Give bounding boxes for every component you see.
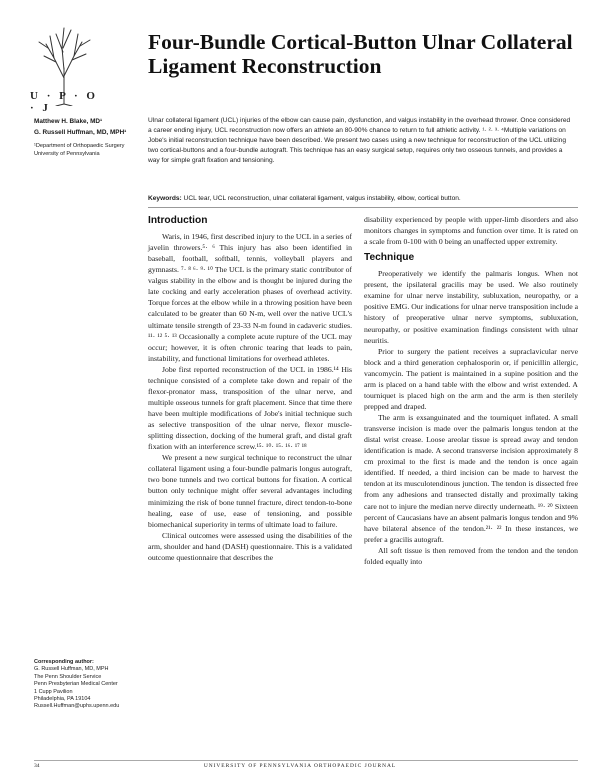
corresponding-line: The Penn Shoulder Service [34, 673, 102, 680]
corresponding-line: Philadelphia, PA 19104 [34, 696, 91, 703]
keywords-label: Keywords: [148, 195, 182, 202]
article-title: Four-Bundle Cortical-Button Ulnar Collateral Ligament Reconstruction [148, 30, 573, 78]
column-left [148, 214, 352, 563]
body-paragraph: All soft tissue is then removed from the tendon and the tendon folded equally into [364, 545, 578, 566]
body-paragraph: Clinical outcomes were assessed using the disabilities of the arm, shoulder and hand (DASH) questionnaire. This is a validated outcome questionnaire that describes the [148, 530, 352, 562]
corresponding-line: G. Russell Huffman, MD, MPH [34, 666, 109, 673]
abstract: Ulnar collateral ligament (UCL) injuries of the elbow can cause pain, dysfunction, and valgus instability in the overhead thrower. Once considered a career ending injury, UCL reconstruction now offers an athlete an 80-90% chance to return to full athletic activity. ¹· ²· ³· ⁴Multiple variations on Jobe's initial reconstruction technique have been described. We present two cases using a new technique for reconstruction of the UCL utilizing two cortical-buttons and a four-bundle autograft. This technique has an easy surgical setup, requires only two osseous tunnels, and provides a way for simple graft fixation and tensioning. [148, 117, 571, 165]
journal-logo-text: U · P · O · J [30, 90, 98, 114]
author-name: G. Russell Huffman, MD, MPH¹ [34, 129, 127, 136]
footer-divider [34, 760, 578, 761]
body-paragraph: The arm is exsanguinated and the tourniquet inflated. A small transverse incision is made over the palmaris longus tendon at the distal wrist crease. Loose areolar tissue is spread away and tendon identification is made. A second transverse incision approximately 8 cm proximal to the first is made and the tendon is once again identified. If needed, a third incision can be made to harvest the tendon at its musculotendinous junction. The tendon is dissected free from any adhesions and transected distally and proximally taking care not to injure the median nerve directly underneath. ¹⁹· ²⁰ Sixteen percent of Caucasians have an absent palmaris longus tendon and 9% have bilateral absence of the tendon.²¹· ²² In these instances, we prefer a gracilis autograft. [364, 413, 578, 544]
keywords [148, 194, 574, 204]
abstract-divider [148, 207, 578, 208]
author-affiliation: ¹Department of Orthopaedic Surgery [34, 143, 125, 149]
page-number: 34 [34, 763, 40, 769]
body-paragraph: Prior to surgery the patient receives a supraclavicular nerve block and a third generation cephalosporin or, if penicillin allergic, vancomycin. The patient is maintained in a supine position and the arm is placed on a hand table with the elbow and wrist extended. A tourniquet is placed high on the arm and the arm is then sterilely prepped and draped. [364, 346, 578, 411]
section-heading-introduction: Introduction [148, 215, 208, 226]
corresponding-author-block [34, 659, 142, 711]
column-right [364, 214, 578, 567]
journal-footer-title: UNIVERSITY OF PENNSYLVANIA ORTHOPAEDIC JOURNAL [203, 763, 397, 769]
section-heading-technique: Technique [364, 252, 415, 264]
corresponding-email: Russell.Huffman@uphs.upenn.edu [34, 703, 120, 710]
body-paragraph: We present a new surgical technique to reconstruct the ulnar collateral ligament using a four-bundle palmaris longus autograft, two bone tunnels and two cortical buttons for fixation. A cortical button only technique might offer several advantages including minimizing the risk of bone tunnel fracture, direct tendon-to-bone healing, ease of use, ease of tensioning, and possible biomechanical superiority in terms of ultimate load to failure. [148, 453, 352, 529]
corresponding-label: Corresponding author: [34, 659, 94, 665]
keywords-text: UCL tear, UCL reconstruction, ulnar collateral ligament, valgus instability, elbow, cortical button. [181, 195, 461, 202]
corresponding-line: 1 Cupp Pavilion [34, 688, 73, 695]
author-block [34, 116, 144, 158]
author-name: Matthew H. Blake, MD¹ [34, 118, 103, 125]
author-affiliation: University of Pennsylvania [34, 150, 100, 157]
body-paragraph: disability experienced by people with upper-limb disorders and also monitors changes in symptoms and function over time. It is rated on a scale from 0-100 with 0 being an unaffected upper extremity. [364, 215, 578, 247]
body-paragraph: Jobe first reported reconstruction of the UCL in 1986.¹⁴ His technique consisted of a complete take down and repair of the flexor-pronator mass, transposition of the ulnar nerve, and multiple osseous tunnels for graft placement. Since that time there have been multiple modifications of Jobe's initial technique such as selective transposition of the ulnar nerve, flexor muscle-splitting dissection, docking of the humeral graft, and distal graft fixation with an interference screw.¹⁵· ¹⁰· ¹⁵· ¹⁶· ¹⁷ ¹⁸ [148, 364, 352, 452]
body-paragraph: Preoperatively we identify the palmaris longus. When not present, the ipsilateral gracilis may be used. We also routinely examine for ulnar nerve instability, subluxation, neuropathy, or a positive EMG. Our indications for ulnar nerve transposition include a history of preoperative ulnar nerve symptoms, subluxation, neuropathy, or positive examination findings consistent with ulnar neuritis. [364, 269, 578, 345]
body-paragraph: Waris, in 1946, first described injury to the UCL in a series of javelin throwers.⁵· ⁶ This injury has also been identified in baseball, football, softball, tennis, volleyball players and gymnasts. ⁷· ⁸ ⁶· ⁹· ¹⁰ The UCL is the primary static contributor of valgus stability in the elbow and is thought be injured during the late cocking and early acceleration phases of overhead activity. Torque forces at the elbow while in a throwing position have been calculated to be greater than 60 N-m, well over the native UCL's ultimate tensile strength of 23-33 N-m found in cadaveric studies. ¹¹· ¹² ⁵· ¹³ Occasionally a complete acute rupture of the UCL may occur; however, it is often chronic tearing that leads to pain, instability, and functional limitations for overhead athletes. [148, 232, 352, 363]
corresponding-line: Penn Presbyterian Medical Center [34, 681, 118, 688]
